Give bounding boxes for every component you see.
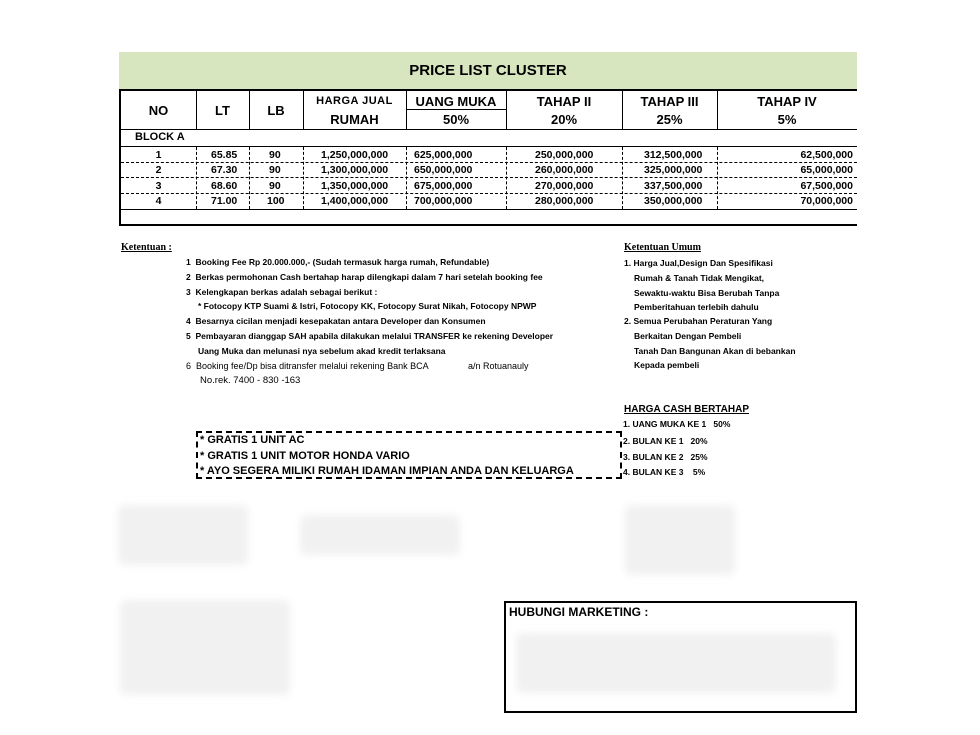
cell-no: 2 xyxy=(155,164,162,176)
header-lt: LT xyxy=(215,103,230,118)
cell-tahap4: 67,500,000 xyxy=(800,180,853,192)
block-label: BLOCK A xyxy=(135,131,185,143)
list-item: 1 Booking Fee Rp 20.000.000,- (Sudah termasuk harga rumah, Refundable) xyxy=(186,257,490,267)
cell-tahap4: 65,000,000 xyxy=(800,164,853,176)
list-item: 1. UANG MUKA KE 1 50% xyxy=(623,419,731,429)
header-tahap2: TAHAP II xyxy=(536,94,592,109)
cell-no: 3 xyxy=(155,180,162,192)
header-tahap2-pct: 20% xyxy=(550,112,578,127)
redacted-area xyxy=(118,505,248,565)
cell-tahap4: 62,500,000 xyxy=(800,149,853,161)
list-item: 4. BULAN KE 3 5% xyxy=(623,467,706,477)
cell-tahap2: 250,000,000 xyxy=(535,149,594,161)
cell-lb: 90 xyxy=(269,149,281,161)
cell-lt: 71.00 xyxy=(211,195,238,207)
cell-harga: 1,400,000,000 xyxy=(321,195,389,207)
contact-label: HUBUNGI MARKETING : xyxy=(509,605,649,619)
cell-uang-muka: 625,000,000 xyxy=(414,149,473,161)
list-item: 4 Besarnya cicilan menjadi kesepakatan antara Developer dan Konsumen xyxy=(186,316,486,326)
header-tahap3-pct: 25% xyxy=(656,112,683,127)
list-item: 3 Kelengkapan berkas adalah sebagai berikut : xyxy=(186,287,378,297)
title-band xyxy=(119,52,857,89)
table-row xyxy=(121,194,857,210)
cell-tahap3: 312,500,000 xyxy=(644,149,703,161)
header-no: NO xyxy=(148,103,169,118)
list-item: 1. Harga Jual,Design Dan Spesifikasi xyxy=(624,258,773,268)
cell-lt: 67.30 xyxy=(211,164,238,176)
cell-lt: 68.60 xyxy=(211,180,238,192)
header-harga-jual: HARGA JUAL xyxy=(316,95,393,107)
list-item: 3. BULAN KE 2 25% xyxy=(623,452,708,462)
redacted-area xyxy=(120,600,290,695)
list-item: 5 Pembayaran dianggap SAH apabila dilakukan melalui TRANSFER ke rekening Developer xyxy=(186,331,554,341)
list-item: 6 Booking fee/Dp bisa ditransfer melalui rekening Bank BCA xyxy=(186,361,429,371)
list-item: Pemberitahuan terlebih dahulu xyxy=(634,302,759,312)
header-tahap3: TAHAP III xyxy=(640,94,699,109)
cell-uang-muka: 675,000,000 xyxy=(414,180,473,192)
header-rumah: RUMAH xyxy=(330,112,379,127)
harga-cash-heading: HARGA CASH BERTAHAP xyxy=(624,404,749,415)
cell-uang-muka: 650,000,000 xyxy=(414,164,473,176)
list-item: Rumah & Tanah Tidak Mengikat, xyxy=(634,273,765,283)
account-name: a/n Rotuanauly xyxy=(468,361,529,371)
page-title: PRICE LIST CLUSTER xyxy=(409,62,567,79)
cell-uang-muka: 700,000,000 xyxy=(414,195,473,207)
list-item: Berkaitan Dengan Pembeli xyxy=(634,331,742,341)
cell-lt: 65.85 xyxy=(211,149,238,161)
table-row xyxy=(121,179,857,195)
cell-no: 1 xyxy=(155,149,162,161)
header-lb: LB xyxy=(267,103,285,118)
table-row xyxy=(121,148,857,164)
list-item: 2. Semua Perubahan Peraturan Yang xyxy=(624,316,773,326)
list-item: * Fotocopy KTP Suami & Istri, Fotocopy KK, Fotocopy Surat Nikah, Fotocopy NPWP xyxy=(198,301,537,311)
header-tahap4: TAHAP IV xyxy=(757,94,817,109)
header-uang-muka-pct: 50% xyxy=(442,112,470,127)
cell-harga: 1,350,000,000 xyxy=(321,180,389,192)
list-item: Uang Muka dan melunasi nya sebelum akad kredit terlaksana xyxy=(198,346,446,356)
cell-lb: 90 xyxy=(269,180,281,192)
redacted-area xyxy=(300,515,460,555)
price-table xyxy=(119,89,857,226)
cell-no: 4 xyxy=(155,195,162,207)
table-row xyxy=(121,163,857,179)
ketentuan-heading: Ketentuan : xyxy=(121,242,172,253)
cell-tahap3: 350,000,000 xyxy=(644,195,703,207)
cell-tahap3: 325,000,000 xyxy=(644,164,703,176)
ketentuan-umum-heading: Ketentuan Umum xyxy=(624,242,701,253)
header-tahap4-pct: 5% xyxy=(777,112,797,127)
redacted-area xyxy=(625,505,735,575)
cell-harga: 1,250,000,000 xyxy=(321,149,389,161)
list-item: 2 Berkas permohonan Cash bertahap harap dilengkapi dalam 7 hari setelah booking fee xyxy=(186,272,543,282)
cell-tahap4: 70,000,000 xyxy=(800,195,853,207)
header-uang-muka: UANG MUKA xyxy=(415,94,497,109)
list-item: Sewaktu-waktu Bisa Berubah Tanpa xyxy=(634,288,780,298)
list-item: Kepada pembeli xyxy=(634,360,700,370)
promo-item: * GRATIS 1 UNIT MOTOR HONDA VARIO xyxy=(200,450,410,462)
cell-tahap2: 280,000,000 xyxy=(535,195,594,207)
promo-box xyxy=(196,431,622,479)
cell-lb: 100 xyxy=(267,195,285,207)
promo-item: * GRATIS 1 UNIT AC xyxy=(200,434,305,446)
cell-lb: 90 xyxy=(269,164,281,176)
cell-tahap2: 260,000,000 xyxy=(535,164,594,176)
redacted-area xyxy=(516,633,836,693)
contact-box xyxy=(504,601,857,713)
account-number: No.rek. 7400 - 830 -163 xyxy=(200,375,301,386)
promo-item: * AYO SEGERA MILIKI RUMAH IDAMAN IMPIAN ANDA DAN KELUARGA xyxy=(200,465,574,477)
cell-harga: 1,300,000,000 xyxy=(321,164,389,176)
list-item: Tanah Dan Bangunan Akan di bebankan xyxy=(634,346,796,356)
cell-tahap3: 337,500,000 xyxy=(644,180,703,192)
list-item: 2. BULAN KE 1 20% xyxy=(623,436,708,446)
cell-tahap2: 270,000,000 xyxy=(535,180,594,192)
